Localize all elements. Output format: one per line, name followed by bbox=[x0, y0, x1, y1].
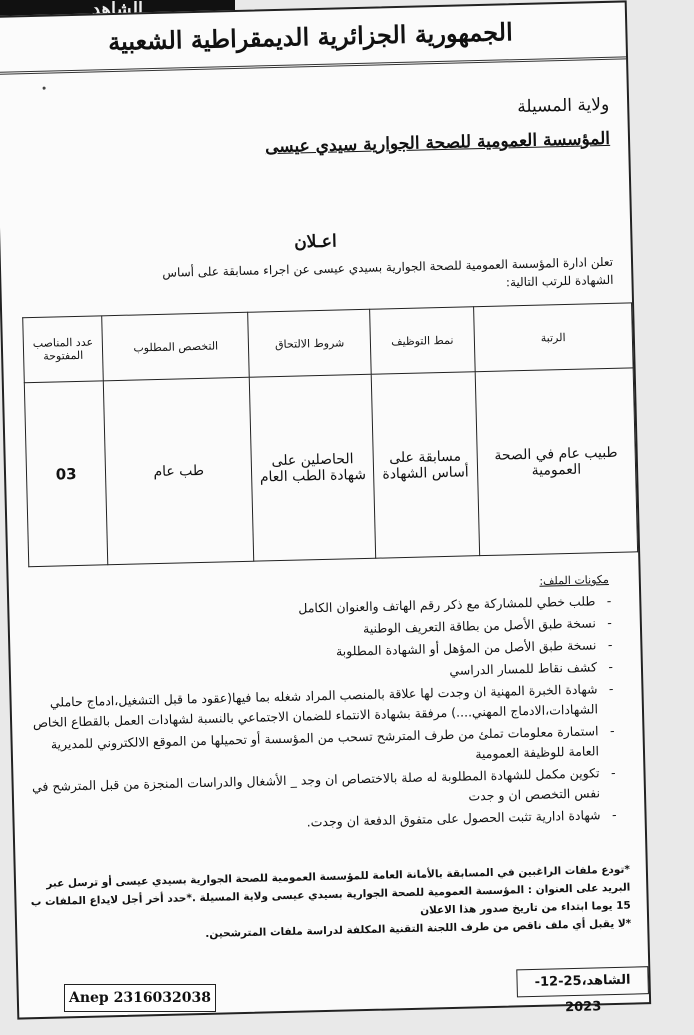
header-rank: الرتبة bbox=[473, 303, 633, 372]
documents-list bbox=[19, 591, 619, 841]
ink-dot bbox=[43, 87, 46, 90]
submission-notes bbox=[30, 861, 632, 948]
documents-label: مكونات الملف: bbox=[539, 573, 609, 588]
header-conditions: شروط الالتحاق bbox=[248, 309, 371, 377]
cell-rank: طبيب عام في الصحة العمومية bbox=[475, 368, 638, 556]
newspaper-masthead: الشاهد bbox=[0, 0, 235, 22]
wilaya-name: ولاية المسيلة bbox=[517, 94, 610, 118]
header-specialty: التخصص المطلوب bbox=[102, 312, 250, 381]
republic-header: الجمهورية الجزائرية الديمقراطية الشعبية bbox=[0, 2, 626, 74]
list-item: - شهادة الخبرة المهنية ان وجدت لها علاقة بالمنصب المراد شغله بما فيها(عقود ما قبل التشغيل،ادماج حاملي الشهادات،الادماج المهني....) مرفقة بشهادة الانتماء للضمان الاجتماعي بالنسبة لشهادات العمل بالقطاع الخاص bbox=[21, 679, 598, 733]
header-mode: نمط التوظيف bbox=[370, 307, 475, 375]
cell-mode: مسابقة على أساس الشهادة bbox=[371, 372, 479, 558]
note-incomplete: *لا يقبل أي ملف ناقص من طرف اللجنة التقنية المكلفة لدراسة ملفات المترشحين. bbox=[205, 917, 632, 940]
list-item: - شهادة ادارية تثبت الحصول على متفوق الدفعة ان وجدت. bbox=[24, 805, 600, 839]
anep-reference: Anep 2316032038 bbox=[64, 984, 216, 1012]
cell-specialty: طب عام bbox=[103, 377, 254, 565]
announcement-intro: تعلن ادارة المؤسسة العمومية للصحة الجوارية بسيدي عيسى عن اجراء مسابقة على أساس الشهادة للرتب التالية: bbox=[162, 254, 614, 290]
list-item: - كشف نقاط للمسار الدراسي bbox=[21, 657, 597, 691]
list-item: - نسخة طبق الأصل من المؤهل أو الشهادة المطلوبة bbox=[20, 635, 596, 669]
table-row bbox=[24, 368, 637, 567]
list-item: - نسخة طبق الأصل من بطاقة التعريف الوطنية bbox=[20, 613, 596, 647]
header-positions: عدد المناصب المفتوحة bbox=[23, 316, 104, 383]
publication-date: الشاهد،25-12-2023 bbox=[516, 966, 649, 997]
cell-positions: 03 bbox=[24, 381, 108, 567]
positions-table bbox=[22, 302, 638, 567]
note-deposit: *تودع ملفات الراغبين في المسابقة بالأمانة العامة للمؤسسة العمومية للصحة الجوارية بسيدي عيسى أو ترسل عبر البريد على العنوان : المؤسسة العمومية للصحة الجوارية بسيدي عيسى ولاية المسيلة .*حدد أخر أجل لايداع الملفات ب 15 يوما ابتداء من تاريخ صدور هذا الاعلان bbox=[30, 863, 631, 917]
list-item: - طلب خطي للمشاركة مع ذكر رقم الهاتف والعنوان الكامل bbox=[19, 591, 595, 625]
announcement-title: اعـلان bbox=[293, 231, 337, 253]
list-item: - استمارة معلومات تملئ من طرف المترشح تسحب من المؤسسة أو تحميلها من الموقع الالكتروني للمديرية العامة للوظيفة العمومية bbox=[22, 721, 599, 775]
institution-name: المؤسسة العمومية للصحة الجوارية سيدي عيسى bbox=[264, 128, 611, 158]
cell-conditions: الحاصلين على شهادة الطب العام bbox=[250, 374, 376, 561]
list-item: - تكوين مكمل للشهادة المطلوبة له صلة بالاختصاص ان وجد _ الأشغال والدراسات المنجزة من قبل المترشح في نفس التخصص ان و جدت bbox=[23, 763, 600, 817]
